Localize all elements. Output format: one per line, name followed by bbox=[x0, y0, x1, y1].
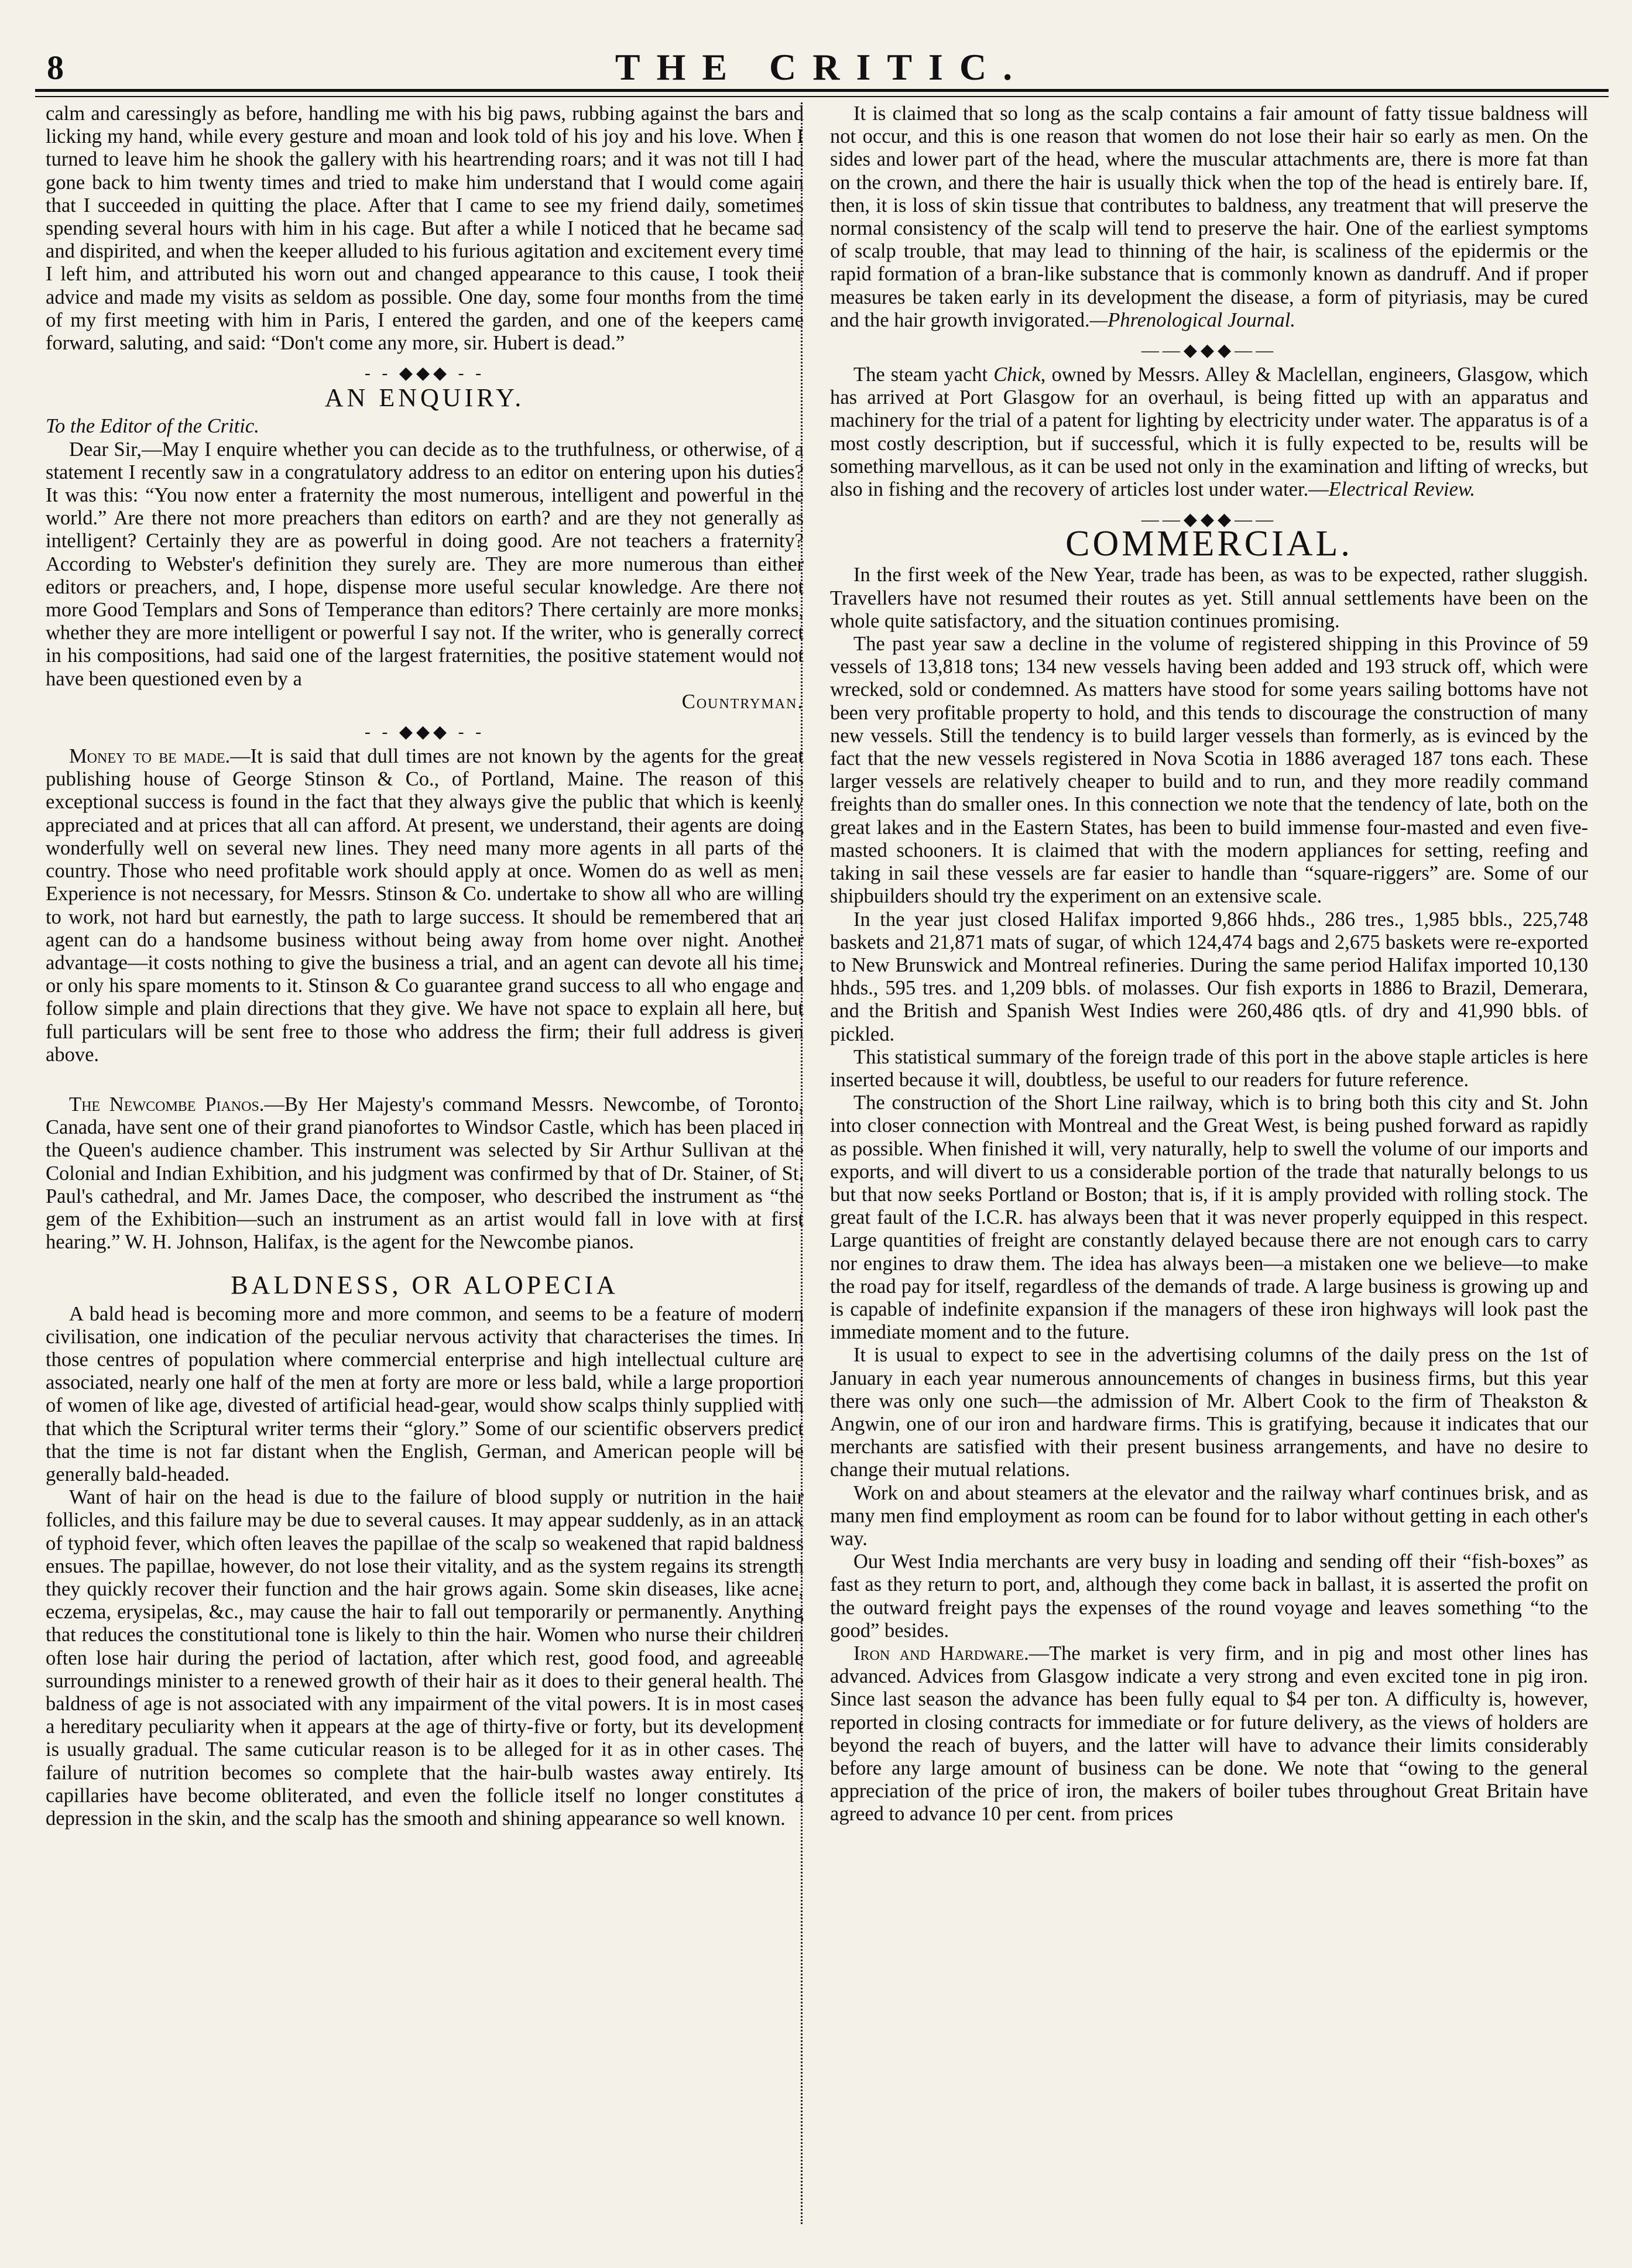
section-divider-ornament: ——◆◆◆—— bbox=[1141, 341, 1277, 361]
iron-lead: Iron and Hardware. bbox=[853, 1642, 1029, 1665]
right-column bbox=[830, 102, 1588, 1826]
left-column bbox=[46, 102, 804, 1830]
commercial-paragraph-7: Work on and about steamers at the elevator and the railway wharf continues brisk, and as many men find employment as room can be found for to labor without getting in each other's way. bbox=[830, 1481, 1588, 1550]
section-divider-ornament: - - ◆◆◆ - - bbox=[364, 363, 485, 383]
enquiry-salutation: To the Editor of the Critic. bbox=[46, 415, 259, 438]
yacht-source: Electrical Review. bbox=[1328, 478, 1476, 501]
enquiry-letter: Dear Sir,—May I enquire whether you can decide as to the truthfulness, or otherwise, of a statement I recently saw in a congratulatory address to an editor on entering upon his duties? It was this: “You now enter a fraternity the most numerous, intelligent and powerful in the world.” Are there not more preachers than editors on earth? and are they not generally as intelligent? Certainly they are as powerful in doing good. Are not teachers a fraternity? According to Webster's definition they surely are. They are more numerous than either editors or preachers, and, I hope, dispense more useful secular knowledge. Are there not more Good Templars and Sons of Temperance than editors? There certainly are more monks, whether they are more intelligent or powerful I say not. If the writer, who is generally correct in his compositions, had said one of the largest fraternities, the positive statement would not have been questioned even by a bbox=[46, 438, 804, 690]
iron-paragraph bbox=[830, 1642, 1588, 1826]
scalp-paragraph bbox=[830, 102, 1588, 332]
piano-lead: The Newcombe Pianos. bbox=[69, 1093, 265, 1116]
yacht-body: , owned by Messrs. Alley & Maclellan, engineers, Glasgow, which has arrived at Port Glasgow for an overhaul, is being fitted up with an apparatus and machinery for the trial of a patent for lighting by electricity under water. The apparatus is of a most costly description, but if successful, which it is fully expected to be, results will be something marvellous, as it can be used not only in the examination and lifting of wrecks, but also in fishing and the recovery of articles lost under water.— bbox=[830, 363, 1588, 501]
enquiry-signature: Countryman. bbox=[681, 690, 804, 713]
yacht-pre: The steam yacht bbox=[853, 363, 994, 386]
commercial-paragraph-3: In the year just closed Halifax imported 9,866 hhds., 286 tres., 1,985 bbls., 225,748 baskets and 21,871 mats of sugar, of which 124,474 bags and 2,675 baskets were re-exported to New Brunswick and Montreal refineries. During the same period Halifax imported 10,130 hhds., 595 tres. and 1,209 bbls. of molasses. Our fish exports in 1886 to Brazil, Demerara, and the British and Spanish West Indies were 260,486 qtls. of dry and 41,990 bbls. of pickled. bbox=[830, 908, 1588, 1045]
commercial-paragraph-2: The past year saw a decline in the volume of registered shipping in this Province of 59 vessels of 13,818 tons; 134 new vessels having been added and 193 struck off, which were wrecked, sold or condemned. As matters have stood for some years sailing bottoms have not been very profitable property to hold, and this tends to discourage the construction of many new vessels. Still the tendency is to build larger vessels than formerly, as is evinced by the fact that the new vessels registered in Nova Scotia in 1886 averaged 187 tons each. These larger vessels are relatively cheaper to build and to run, and they more readily command freights than do smaller ones. In this connection we note that the tendency of late, both on the great lakes and in the Eastern States, has been to build immense four-masted and even five-masted schooners. It is claimed that with the modern appliances for setting, reefing and taking in sail these vessels are far easier to handle than “square-riggers” are. Some of our shipbuilders should try the experiment on an extensive scale. bbox=[830, 633, 1588, 908]
scalp-body: It is claimed that so long as the scalp contains a fair amount of fatty tissue baldness will not occur, and this is one reason that women do not lose their hair so early as men. On the sides and lower part of the head, where the muscular attachments are, there is more fat than on the crown, and there the hair is usually thick when the top of the head is entirely bare. If, then, it is loss of skin tissue that contributes to baldness, any treatment that will preserve the normal consistency of the scalp will tend to preserve the hair. One of the earliest symptoms of scalp trouble, that may lead to thinning of the hair, is scaliness of the epidermis or the rapid formation of a bran-like substance that is commonly known as dandruff. And if proper measures be taken early in its development the disease, a form of pityriasis, may be cured and the hair growth invigorated. bbox=[830, 102, 1588, 331]
commercial-paragraph-1: In the first week of the New Year, trade has been, as was to be expected, rather sluggish. Travellers have not resumed their routes as yet. Still annual settlements have been on the whole quite satisfactory, and the situation continues promising. bbox=[830, 564, 1588, 632]
scalp-source: —Phrenological Journal. bbox=[1089, 308, 1295, 331]
baldness-paragraph-2: Want of hair on the head is due to the failure of blood supply or nutrition in the hair follicles, and this failure may be due to several causes. It may appear suddenly, as in an attack of typhoid fever, which often leaves the papillae of the scalp so weakened that rapid baldness ensues. The papillae, however, do not lose their vitality, and as the system regains its strength they quickly recover their function and the hair grows again. Some skin diseases, like acne, eczema, erysipelas, &c., may cause the hair to fall out temporarily or permanently. Anything that reduces the constitutional tone is likely to thin the hair. Women who nurse their children often lose hair during the period of lactation, after which rest, good food, and agreeable surroundings minister to a renewed growth of their hair as it does to their general health. The baldness of age is not associated with any impairment of the vital powers. It is in most cases a hereditary peculiarity when it appears at the age of thirty-five or forty, but its development is usually gradual. The same cuticular reason is to be alleged for it as in other cases. The failure of nutrition becomes so complete that the hair-bulb wastes away entirely. Its capillaries have become obliterated, and even the follicle itself no longer constitutes a depression in the skin, and the scalp has the smooth and shining appearance so well known. bbox=[46, 1486, 804, 1830]
iron-body: —The market is very firm, and in pig and most other lines has advanced. Advices from Glasgow indicate a very strong and even excited tone in pig iron. Since last season the advance has been fully equal to $4 per ton. A difficulty is, however, reported in closing contracts for immediate or for future delivery, as the views of holders are beyond the reach of buyers, and the latter will have to advance their limits considerably before any large amount of business can be done. We note that “owing to the general appreciation of the price of iron, the makers of boiler tubes throughout Great Britain have agreed to advance 10 per cent. from prices bbox=[830, 1642, 1588, 1826]
commercial-paragraph-5: The construction of the Short Line railway, which is to bring both this city and St. John into closer connection with Montreal and the Great West, is being pushed forward as rapidly as possible. When finished it will, very naturally, help to swell the volume of our imports and exports, and will divert to us a considerable portion of the trade that naturally belongs to us but that now seeks Portland or Boston; that is, if it is amply provided with rolling stock. The great fault of the I.C.R. has always been that it was never properly equipped in this respect. Large quantities of freight are constantly delayed because there are not enough cars to carry nor engines to draw them. The idea has always been—a mistaken one we believe—to make the road pay for itself, regardless of the demands of trade. A large business is growing up and is capable of indefinite expansion if the managers of these iron highways will look past the immediate moment and to the future. bbox=[830, 1092, 1588, 1344]
commercial-paragraph-6: It is usual to expect to see in the advertising columns of the daily press on the 1st of January in each year numerous announcements of changes in business firms, but this year there was only one such—the admission of Mr. Albert Cook to the firm of Theakston & Angwin, one of our iron and hardware firms. This is gratifying, because it indicates that our merchants are satisfied with their present business arrangements, and have no desire to change their mutual relations. bbox=[830, 1344, 1588, 1481]
money-body: —It is said that dull times are not known by the agents for the great publishing house of George Stinson & Co., of Portland, Maine. The reason of this exceptional success is found in the fact that they always give the public that which is keenly appreciated and at prices that all can afford. At present, we understand, their agents are doing wonderfully well on several new lines. They need many more agents in all parts of the country. Those who need profitable work should apply at once. Women do as well as men. Experience is not necessary, for Messrs. Stinson & Co. undertake to show all who are willing to work, not hard but earnestly, the path to large success. It should be remembered that an agent can do a handsome business without being away from home over night. Another advantage—it costs nothing to give the business a trial, and an agent can devote all his time, or only his spare moments to it. Stinson & Co guarantee grand success to all who engage and follow simple and plain directions that they give. We have not space to explain all here, but full particulars will be sent free to those who address the firm; their full address is given above. bbox=[46, 745, 804, 1066]
money-paragraph bbox=[46, 745, 804, 1066]
money-lead: Money to be made. bbox=[69, 745, 231, 768]
piano-paragraph bbox=[46, 1093, 804, 1254]
page-number: 8 bbox=[47, 49, 64, 87]
commercial-paragraph-4: This statistical summary of the foreign trade of this port in the above staple articles is here inserted because it will, doubtless, be useful to our readers for future reference. bbox=[830, 1045, 1588, 1091]
baldness-heading: BALDNESS, OR ALOPECIA bbox=[231, 1271, 619, 1300]
header-rule-thick bbox=[35, 89, 1609, 92]
piano-body: —By Her Majesty's command Messrs. Newcombe, of Toronto, Canada, have sent one of their grand pianofortes to Windsor Castle, which has been placed in the Queen's audience chamber. This instrument was selected by Sir Arthur Sullivan at the Colonial and Indian Exhibition, and his judgment was confirmed by that of Dr. Stainer, of St. Paul's cathedral, and Mr. James Dace, the composer, who described the instrument as “the gem of the Exhibition—such an instrument as an artist would fall in love with at first hearing.” W. H. Johnson, Halifax, is the agent for the Newcombe pianos. bbox=[46, 1093, 804, 1254]
column-divider bbox=[801, 102, 803, 2224]
story-continuation: calm and caressingly as before, handling me with his big paws, rubbing against the bars and licking my hand, while every gesture and moan and look told of his joy and his love. When I turned to leave him he shook the gallery with his heartrending roars; and it was not till I had gone back to him twenty times and tried to make him understand that I would come again that I succeeded in quitting the place. After that I came to see my friend daily, sometimes spending several hours with him in his cage. But after a while I noticed that he became sad and dispirited, and when the keeper alluded to his furious agitation and excitement every time I left him, and attributed his worn out and changed appearance to this cause, I took their advice and made my visits as seldom as possible. One day, some four months from the time of my first meeting with him in Paris, I entered the garden, and one of the keepers came forward, saluting, and said: “Don't come any more, sir. Hubert is dead.” bbox=[46, 102, 804, 355]
page-header bbox=[35, 35, 1609, 88]
section-divider-ornament: - - ◆◆◆ - - bbox=[364, 722, 485, 742]
baldness-paragraph-1: A bald head is becoming more and more common, and seems to be a feature of modern civilisation, one indication of the peculiar nervous activity that characterises the times. In those centres of population where commercial enterprise and high intellectual culture are associated, nearly one half of the men at forty are more or less bald, while a large proportion of women of like age, divested of artificial head-gear, would show scalps thinly supplied with that which the Scriptural writer terms their “glory.” Some of our scientific observers predict that the time is not far distant when the English, German, and American people will be generally bald-headed. bbox=[46, 1302, 804, 1485]
spacer bbox=[46, 1066, 804, 1093]
enquiry-heading: AN ENQUIRY. bbox=[324, 383, 525, 413]
masthead-title: THE CRITIC. bbox=[615, 46, 1029, 88]
section-divider-ornament: ——◆◆◆—— bbox=[1141, 510, 1277, 530]
commercial-heading: COMMERCIAL. bbox=[1065, 524, 1353, 564]
commercial-paragraph-8: Our West India merchants are very busy in loading and sending off their “fish-boxes” as fast as they return to port, and, although they come back in ballast, it is asserted the profit on the outward freight pays the expenses of the round voyage and leaves something “to the good” besides. bbox=[830, 1550, 1588, 1642]
header-rule-thin bbox=[35, 96, 1609, 97]
yacht-name: Chick bbox=[993, 363, 1041, 386]
yacht-paragraph bbox=[830, 363, 1588, 501]
